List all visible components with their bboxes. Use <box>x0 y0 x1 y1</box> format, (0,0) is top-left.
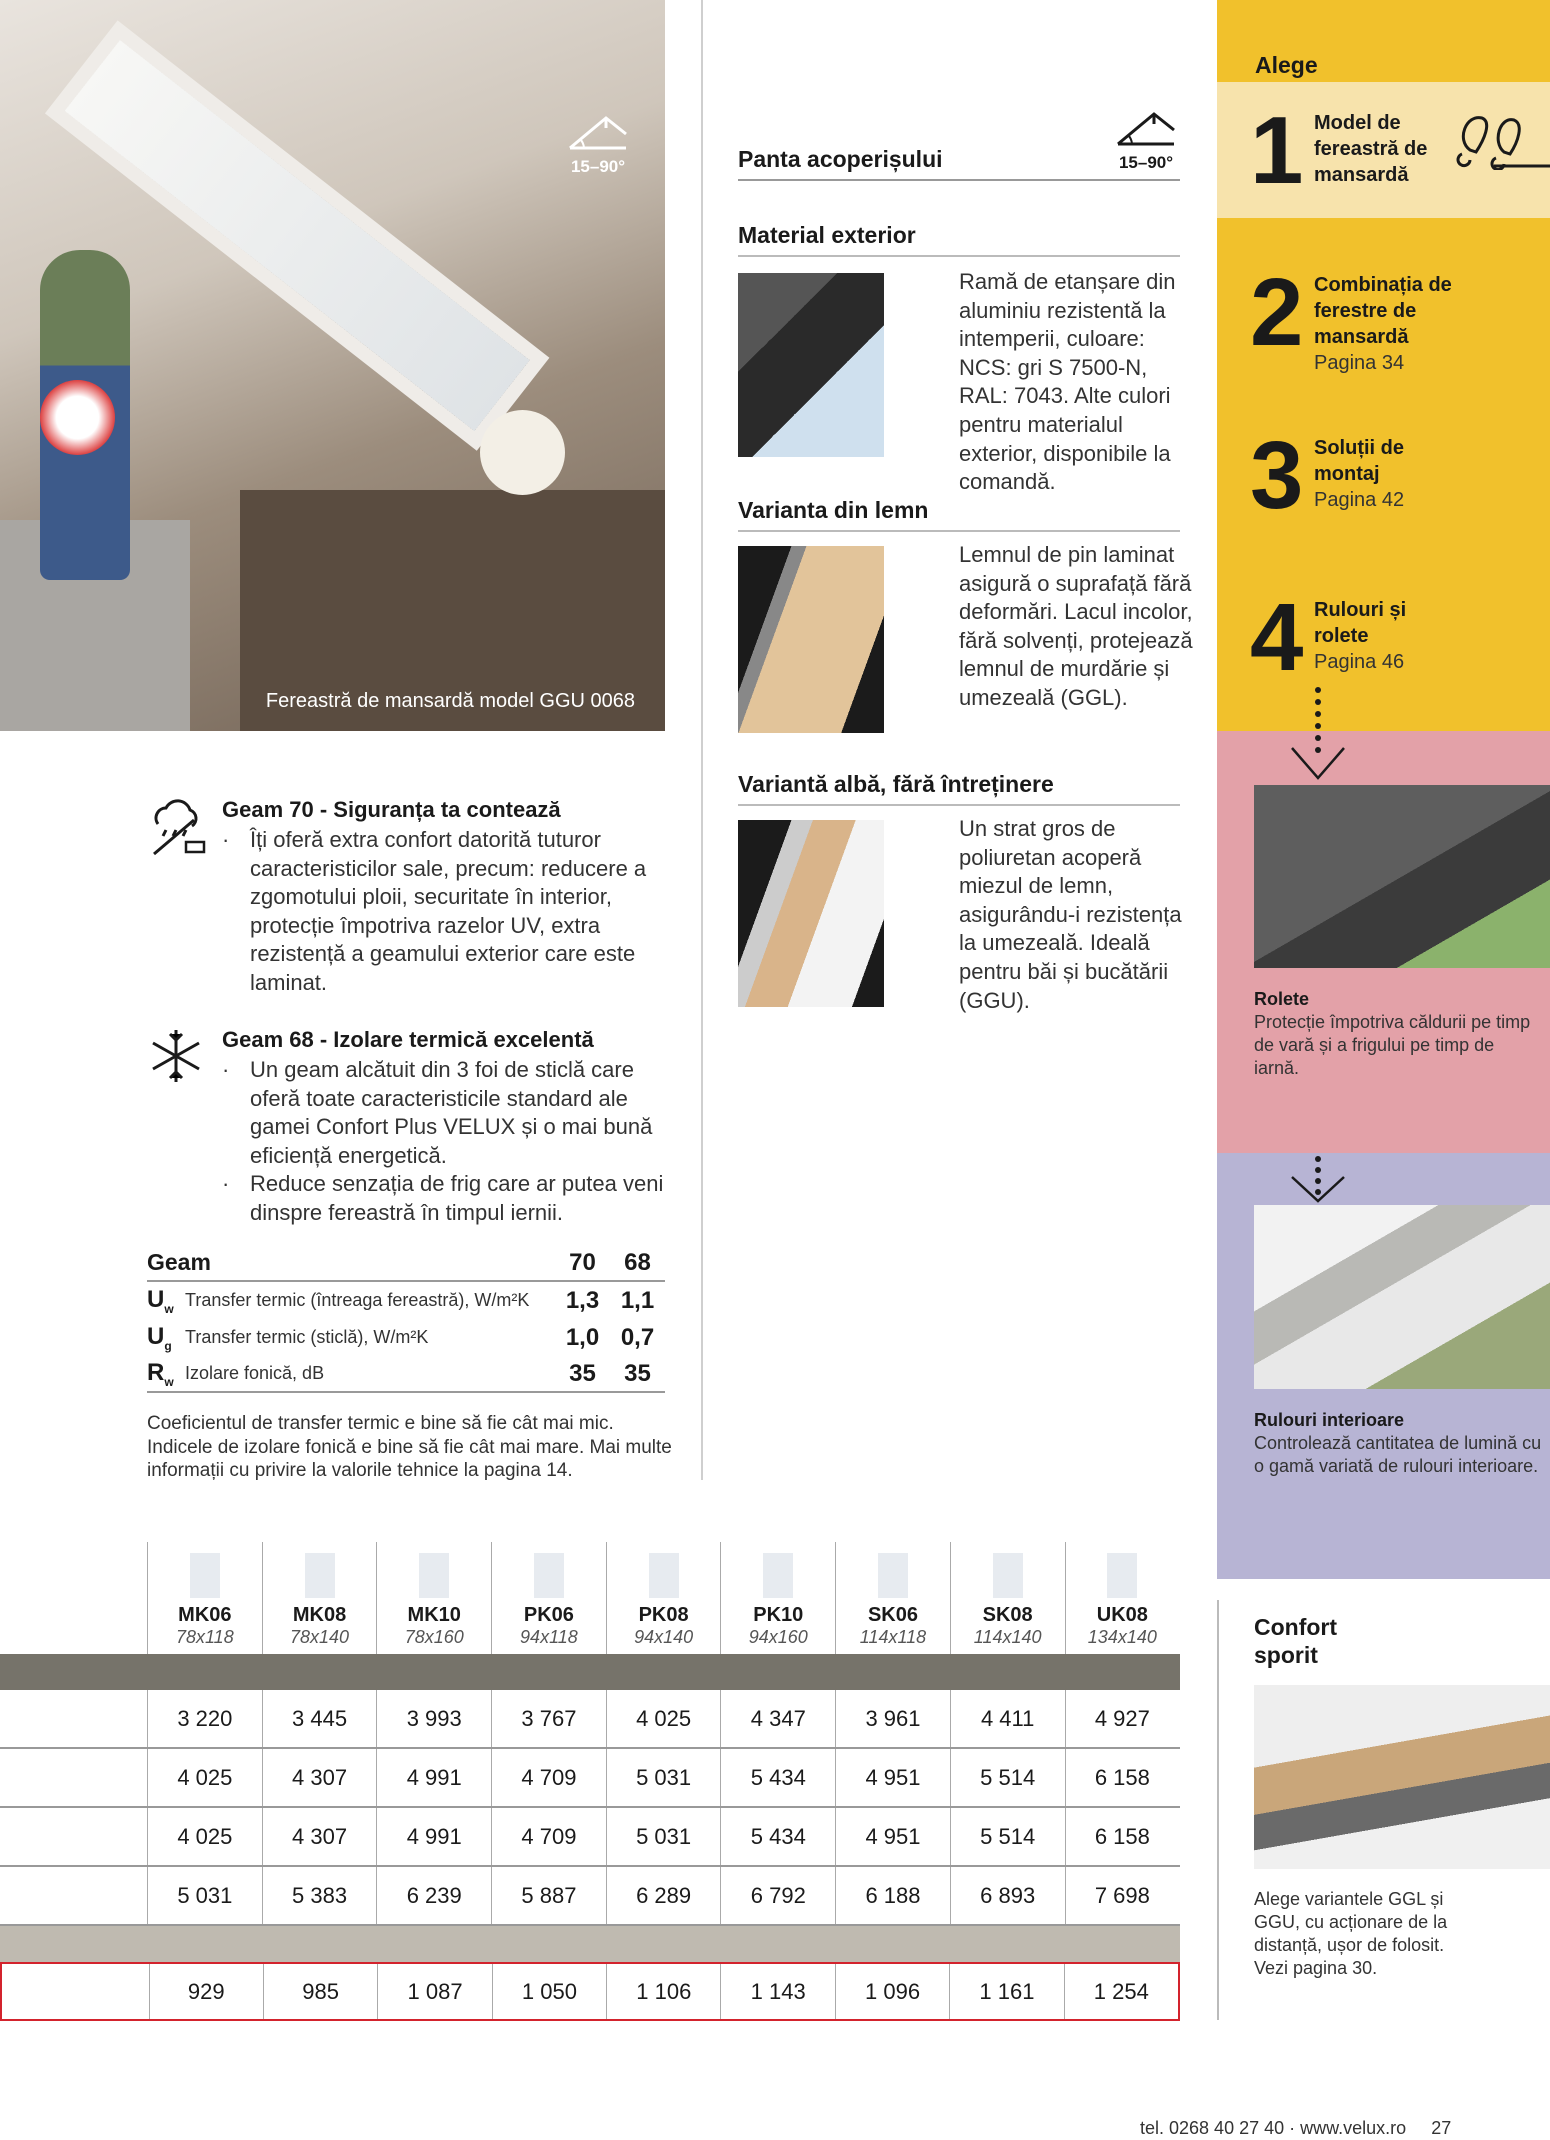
table-band <box>0 1926 1180 1962</box>
price-cell: 4 307 <box>262 1749 377 1806</box>
hero-photo <box>0 0 665 731</box>
price-cell: 1 050 <box>492 1964 606 2019</box>
price-cell: 5 434 <box>720 1808 835 1865</box>
section-text: Ramă de etanșare din aluminiu rezistentă la intemperii, culoare: NCS: gri S 7500-N, RAL: 7043. Alte culori pentru materialul exterior, disponibile la comandă. <box>959 269 1176 495</box>
price-cell: 5 434 <box>720 1749 835 1806</box>
accessory-row <box>0 1962 1180 2021</box>
rolete-image <box>1254 785 1550 968</box>
price-cell: 4 991 <box>376 1808 491 1865</box>
roof-pitch-icon <box>1114 108 1178 148</box>
roof-pitch-heading: Panta acoperișului <box>738 146 1180 181</box>
price-cell: 5 514 <box>950 1749 1065 1806</box>
section-title: Material exterior <box>738 222 1180 257</box>
size-code: PK08 <box>638 1604 689 1626</box>
wood-variant-image <box>738 546 884 733</box>
white-variant-image <box>738 820 884 1007</box>
price-cell: 1 087 <box>377 1964 491 2019</box>
size-column-header <box>262 1542 377 1654</box>
size-column-header <box>491 1542 606 1654</box>
price-cell: 5 514 <box>950 1808 1065 1865</box>
price-cell: 5 031 <box>147 1867 262 1924</box>
window-size-thumbnail <box>1107 1553 1137 1598</box>
roof-pitch-badge: 15–90° <box>1114 108 1178 173</box>
size-dimensions: 94x118 <box>520 1627 578 1647</box>
price-cell: 4 025 <box>606 1690 721 1747</box>
rulouri-image <box>1254 1205 1550 1389</box>
dotted-arrow-icon <box>1290 686 1346 782</box>
size-code: MK10 <box>407 1604 461 1626</box>
price-cell: 6 239 <box>376 1867 491 1924</box>
price-cell: 929 <box>149 1964 263 2019</box>
price-cell: 3 961 <box>835 1690 950 1747</box>
price-cell: 1 254 <box>1064 1964 1178 2019</box>
price-cell: 6 893 <box>950 1867 1065 1924</box>
price-cell: 5 887 <box>491 1867 606 1924</box>
feature-title: Geam 70 - Siguranța ta contează <box>222 797 561 822</box>
footsteps-icon <box>1448 110 1550 170</box>
table-band <box>0 1654 1180 1690</box>
size-column-header <box>606 1542 721 1654</box>
size-code: SK08 <box>982 1604 1033 1626</box>
window-size-thumbnail <box>878 1553 908 1598</box>
rulouri-text: Rulouri interioare Controlează cantitatea de lumină cu o gamă variată de rulouri interioare. <box>1254 1410 1542 1476</box>
column-divider <box>701 0 703 1480</box>
price-cell: 7 698 <box>1065 1867 1180 1924</box>
window-size-thumbnail <box>993 1553 1023 1598</box>
size-code: PK10 <box>753 1604 804 1626</box>
table-row: $R_w$ Izolare fonică, dB 35 35 <box>147 1356 665 1393</box>
feature-bullets: · Îți oferă extra confort datorită tuturor caracteristicilor sale, precum: reducere a zgomotului ploii, securitate în interior, protecție împotriva razelor UV, extra rezistență a geamului exterior care este laminat. <box>222 826 672 998</box>
steps-title: Alege <box>1255 52 1318 78</box>
table-row <box>0 1690 1180 1749</box>
table-row <box>0 1749 1180 1808</box>
roof-pitch-icon <box>566 112 630 152</box>
window-size-thumbnail <box>763 1553 793 1598</box>
exterior-material-image <box>738 273 884 457</box>
window-size-thumbnail <box>649 1553 679 1598</box>
price-cell: 6 289 <box>606 1867 721 1924</box>
price-cell: 6 792 <box>720 1867 835 1924</box>
price-cell: 4 411 <box>950 1690 1065 1747</box>
feature-title: Geam 68 - Izolare termică excelentă <box>222 1027 594 1052</box>
size-code: PK06 <box>523 1604 574 1626</box>
glass-specs-table: Geam 70 68 $U_w$ Transfer termic (întreaga fereastră), W/m²K 1,3 1,1 $U_g$ Transfer termic (sticlă), W/m²K 1,0 0,7 $R_w$ Izolare fonică, dB 35 35 <box>147 1245 665 1393</box>
confort-title: Confort sporit <box>1254 1614 1338 1668</box>
size-code: MK08 <box>292 1604 347 1626</box>
size-column-header <box>1065 1542 1180 1654</box>
price-cell: 4 709 <box>491 1749 606 1806</box>
step-2[interactable]: 2 Combinația de ferestre de mansardă Pagina 34 <box>1250 259 1452 374</box>
price-cell: 4 307 <box>262 1808 377 1865</box>
price-cell: 985 <box>263 1964 377 2019</box>
price-cell: 4 347 <box>720 1690 835 1747</box>
price-cell: 3 993 <box>376 1690 491 1747</box>
page-number: 27 <box>1431 2118 1452 2138</box>
price-cell: 4 025 <box>147 1808 262 1865</box>
price-cell: 3 767 <box>491 1690 606 1747</box>
window-size-thumbnail <box>190 1553 220 1598</box>
price-cell: 3 445 <box>262 1690 377 1747</box>
step-1[interactable]: 1 Model de fereastră de mansardă <box>1250 97 1428 204</box>
price-cell: 1 143 <box>720 1964 834 2019</box>
confort-image <box>1254 1685 1550 1869</box>
size-dimensions: 114x140 <box>973 1627 1042 1647</box>
price-cell: 4 927 <box>1065 1690 1180 1747</box>
size-dimensions: 78x118 <box>175 1627 234 1647</box>
feature-bullets: · Un geam alcătuit din 3 foi de sticlă care oferă toate caracteristicile standard ale gamei Confort Plus VELUX și o mai bună eficiență energetică. · Reduce senzația de frig care ar putea veni dinspre fereastră în timpul iernii. <box>222 1056 672 1228</box>
size-dimensions: 78x140 <box>290 1627 350 1647</box>
step-3[interactable]: 3 Soluții de montaj Pagina 42 <box>1250 422 1405 529</box>
section-title: Variantă albă, fără întreținere <box>738 771 1180 806</box>
table-row <box>0 1808 1180 1867</box>
size-column-header <box>376 1542 491 1654</box>
size-column-header <box>720 1542 835 1654</box>
price-cell: 5 031 <box>606 1808 721 1865</box>
size-column-header <box>950 1542 1065 1654</box>
specs-note: Coeficientul de transfer termic e bine să fie cât mai mic. Indicele de izolare fonică e bine să fie cât mai mare. Mai multe informații cu privire la valorile tehnice la pagina 14. <box>147 1413 672 1481</box>
price-cell: 4 025 <box>147 1749 262 1806</box>
price-cell: 5 383 <box>262 1867 377 1924</box>
section-text: Un strat gros de poliuretan acoperă miezul de lemn, asigurându-i rezistența la umezeală. Ideală pentru băi și bucătării (GGU). <box>959 816 1182 1013</box>
price-cell: 4 991 <box>376 1749 491 1806</box>
size-dimensions: 78x160 <box>404 1627 464 1647</box>
price-cell: 3 220 <box>147 1690 262 1747</box>
table-row: $U_w$ Transfer termic (întreaga fereastră), W/m²K 1,3 1,1 <box>147 1285 655 1316</box>
size-header-row <box>0 1542 1180 1654</box>
dotted-arrow-icon <box>1290 1155 1346 1205</box>
size-dimensions: 134x140 <box>1087 1627 1157 1647</box>
size-dimensions: 114x118 <box>859 1627 927 1647</box>
size-column-header <box>147 1542 262 1654</box>
sidebar-divider <box>1217 1600 1219 2020</box>
price-cell: 6 158 <box>1065 1749 1180 1806</box>
window-size-thumbnail <box>534 1553 564 1598</box>
table-row: $U_g$ Transfer termic (sticlă), W/m²K 1,0 0,7 <box>147 1322 655 1353</box>
price-cell: 1 096 <box>835 1964 949 2019</box>
price-cell: 1 106 <box>606 1964 720 2019</box>
roof-pitch-badge: 15–90° <box>566 112 630 177</box>
price-cell: 6 188 <box>835 1867 950 1924</box>
size-code: UK08 <box>1096 1604 1148 1626</box>
price-cell: 6 158 <box>1065 1808 1180 1865</box>
rolete-text: Rolete Protecție împotriva căldurii pe timp de vară și a frigului pe timp de iarnă. <box>1254 989 1531 1078</box>
size-code: SK06 <box>867 1604 918 1626</box>
confort-text: Alege variantele GGL și GGU, cu acționare de la distanță, ușor de folosit. Vezi pagina 30. <box>1254 1889 1448 1978</box>
price-cell: 5 031 <box>606 1749 721 1806</box>
website-link[interactable]: www.velux.ro <box>1300 2118 1407 2138</box>
size-code: MK06 <box>178 1604 232 1626</box>
size-dimensions: 94x140 <box>634 1627 694 1647</box>
price-cell: 1 161 <box>949 1964 1063 2019</box>
step-4[interactable]: 4 Rulouri și rolete Pagina 46 <box>1250 584 1407 691</box>
price-cell: 4 951 <box>835 1808 950 1865</box>
price-cell: 4 951 <box>835 1749 950 1806</box>
size-column-header <box>835 1542 950 1654</box>
photo-caption: Fereastră de mansardă model GGU 0068 <box>265 690 635 712</box>
size-dimensions: 94x160 <box>748 1627 808 1647</box>
table-row <box>0 1867 1180 1926</box>
window-size-thumbnail <box>305 1553 335 1598</box>
section-text: Lemnul de pin laminat asigură o suprafață fără deformări. Lacul incolor, fără solvenți, protejează lemnul de murdărie și umezeală (GGL). <box>959 542 1193 710</box>
window-size-thumbnail <box>419 1553 449 1598</box>
price-table <box>0 1542 1180 2021</box>
snowflake-icon <box>148 1028 204 1084</box>
rain-safety-icon <box>146 798 208 856</box>
footer: tel. 0268 40 27 40 · www.velux.ro 27 <box>1140 2118 1452 2138</box>
section-title: Varianta din lemn <box>738 497 1180 532</box>
price-cell: 4 709 <box>491 1808 606 1865</box>
